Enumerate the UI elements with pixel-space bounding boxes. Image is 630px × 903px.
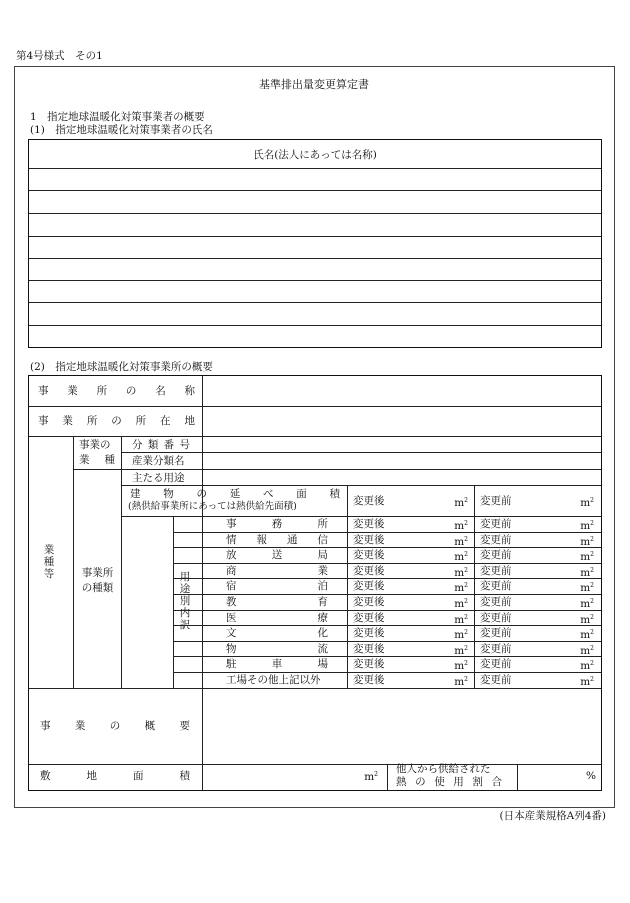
rule (474, 486, 475, 688)
site-area-label: 敷 地 面 積 (40, 770, 190, 782)
document-title: 基準排出量変更算定書 (259, 78, 369, 91)
rule (29, 258, 601, 259)
use-label: 工場その他上記以外 (226, 674, 321, 686)
use-label: 情 報 通 信 (226, 533, 328, 546)
use-before-unit: $m^2$ (580, 613, 594, 626)
rule (173, 563, 601, 564)
rule (73, 469, 121, 470)
use-after-label: 変更後 (353, 518, 385, 530)
use-after-unit: $m^2$ (454, 598, 468, 610)
operator-name-field[interactable] (30, 238, 600, 257)
use-after-label: 変更後 (353, 658, 385, 671)
use-label: 宿 泊 (226, 580, 328, 593)
floor-area-label: 建 物 の 延 べ 面 積 (130, 488, 340, 500)
rule (173, 672, 601, 673)
rule (121, 452, 601, 453)
business-overview-field[interactable] (204, 690, 600, 763)
rule (29, 436, 601, 437)
use-label: 事 務 所 (226, 518, 328, 530)
use-before-unit: $m^2$ (580, 520, 594, 532)
rule (121, 437, 122, 688)
site-area-unit: $m^2$ (364, 771, 378, 783)
rule (173, 625, 601, 626)
use-after-unit: $m^2$ (454, 613, 468, 626)
use-label: 物 流 (226, 642, 328, 655)
use-before-label: 変更前 (480, 596, 512, 608)
section1-heading: 1 指定地球温暖化対策事業者の概要 (30, 111, 205, 123)
use-before-unit: $m^2$ (580, 629, 594, 642)
category-label: 業 種 等 (43, 544, 55, 580)
office-name-label: 事 業 所 の 名 称 (38, 385, 195, 397)
office-address-label: 事 業 所 の 所 在 地 (38, 415, 195, 427)
rule (29, 688, 601, 689)
use-before-label: 変更前 (480, 549, 512, 562)
use-label: 商 業 (226, 564, 328, 577)
use-before-label: 変更前 (480, 627, 512, 640)
use-label: 医 療 (226, 611, 328, 624)
use-before-unit: $m^2$ (580, 660, 594, 673)
rule (121, 485, 601, 486)
rule (173, 594, 601, 595)
floor-after-unit: $m^2$ (454, 497, 468, 509)
use-before-label: 変更前 (480, 518, 512, 530)
use-after-label: 変更後 (353, 549, 385, 562)
use-before-label: 変更前 (480, 658, 512, 671)
operator-name-field[interactable] (30, 260, 600, 279)
use-before-unit: $m^2$ (580, 644, 594, 657)
rule (173, 532, 601, 533)
use-before-unit: $m^2$ (580, 551, 594, 564)
use-after-label: 変更後 (353, 596, 385, 608)
use-label: 放 送 局 (226, 549, 328, 562)
rule (29, 325, 601, 326)
use-after-label: 変更後 (353, 642, 385, 655)
rule (347, 486, 348, 688)
office-type-label: 事業所 の種類 (81, 567, 114, 594)
use-before-unit: $m^2$ (580, 535, 594, 548)
rule (173, 516, 174, 688)
class-number-field[interactable] (204, 438, 600, 451)
use-after-label: 変更後 (353, 674, 385, 686)
main-use-label: 主たる用途 (132, 472, 185, 484)
form-label: 第4号様式 その1 (16, 50, 103, 62)
use-before-unit: $m^2$ (580, 676, 594, 688)
rule (173, 547, 601, 548)
rule (29, 764, 601, 765)
use-after-unit: $m^2$ (454, 535, 468, 548)
rule (173, 610, 601, 611)
floor-area-note: (熱供給事業所にあっては熱供給先面積) (128, 501, 297, 512)
rule (29, 213, 601, 214)
use-before-label: 変更前 (480, 580, 512, 593)
floor-after-label: 変更後 (353, 495, 385, 507)
use-before-label: 変更前 (480, 564, 512, 577)
use-after-unit: $m^2$ (454, 520, 468, 532)
class-number-label: 分 類 番 号 (132, 439, 190, 451)
rule (73, 437, 74, 688)
use-after-unit: $m^2$ (454, 644, 468, 657)
use-after-label: 変更後 (353, 611, 385, 624)
use-after-unit: $m^2$ (454, 551, 468, 564)
use-after-label: 変更後 (353, 580, 385, 593)
rule (202, 376, 203, 790)
rule (29, 236, 601, 237)
use-after-unit: $m^2$ (454, 660, 468, 673)
use-before-label: 変更前 (480, 642, 512, 655)
rule (173, 641, 601, 642)
use-before-unit: $m^2$ (580, 566, 594, 579)
operator-name-field[interactable] (30, 192, 600, 212)
floor-before-unit: $m^2$ (580, 497, 594, 509)
use-breakdown-label: 用 途 別 内 訳 (179, 571, 191, 631)
rule (387, 765, 388, 790)
rule (517, 765, 518, 790)
rule (121, 516, 601, 517)
section2-subheading: (2) 指定地球温暖化対策事業所の概要 (30, 361, 213, 373)
rule (173, 578, 601, 579)
use-label: 文 化 (226, 627, 328, 640)
operator-name-field[interactable] (30, 170, 600, 189)
operator-name-field[interactable] (30, 304, 600, 324)
section1-subheading: (1) 指定地球温暖化対策事業者の氏名 (30, 124, 213, 136)
floor-before-label: 変更前 (480, 495, 512, 507)
industry-label: 事業の (79, 439, 111, 451)
rule (29, 190, 601, 191)
operator-name-field[interactable] (30, 327, 600, 346)
rule (29, 302, 601, 303)
use-after-label: 変更後 (353, 564, 385, 577)
paper-size-note: (日本産業規格A列4番) (499, 810, 606, 822)
use-after-unit: $m^2$ (454, 676, 468, 688)
use-before-unit: $m^2$ (580, 598, 594, 610)
use-after-unit: $m^2$ (454, 582, 468, 595)
use-before-unit: $m^2$ (580, 582, 594, 595)
class-name-label: 産業分類名 (132, 455, 185, 467)
business-overview-label: 事 業 の 概 要 (40, 720, 190, 732)
use-after-label: 変更後 (353, 533, 385, 546)
operator-name-field[interactable] (30, 215, 600, 235)
use-before-label: 変更前 (480, 674, 512, 686)
office-address-field[interactable] (204, 407, 600, 435)
rule (29, 168, 601, 169)
use-label: 教 育 (226, 596, 328, 608)
heat-supply-label-2: 熱 の 使 用 割 合 (396, 776, 502, 788)
use-before-label: 変更前 (480, 611, 512, 624)
rule (173, 656, 601, 657)
heat-supply-label: 他人から供給された (396, 763, 491, 775)
rule (29, 280, 601, 281)
operator-name-field[interactable] (30, 282, 600, 301)
use-after-label: 変更後 (353, 627, 385, 640)
office-name-field[interactable] (204, 377, 600, 405)
use-label: 駐 車 場 (226, 658, 328, 671)
use-after-unit: $m^2$ (454, 566, 468, 579)
main-use-field[interactable] (204, 470, 600, 484)
class-name-field[interactable] (204, 454, 600, 468)
use-before-label: 変更前 (480, 533, 512, 546)
use-after-unit: $m^2$ (454, 629, 468, 642)
percent-unit: % (586, 770, 596, 782)
operator-name-header: 氏名(法人にあっては名称) (253, 149, 377, 161)
industry-label-2: 業 種 (79, 454, 115, 466)
